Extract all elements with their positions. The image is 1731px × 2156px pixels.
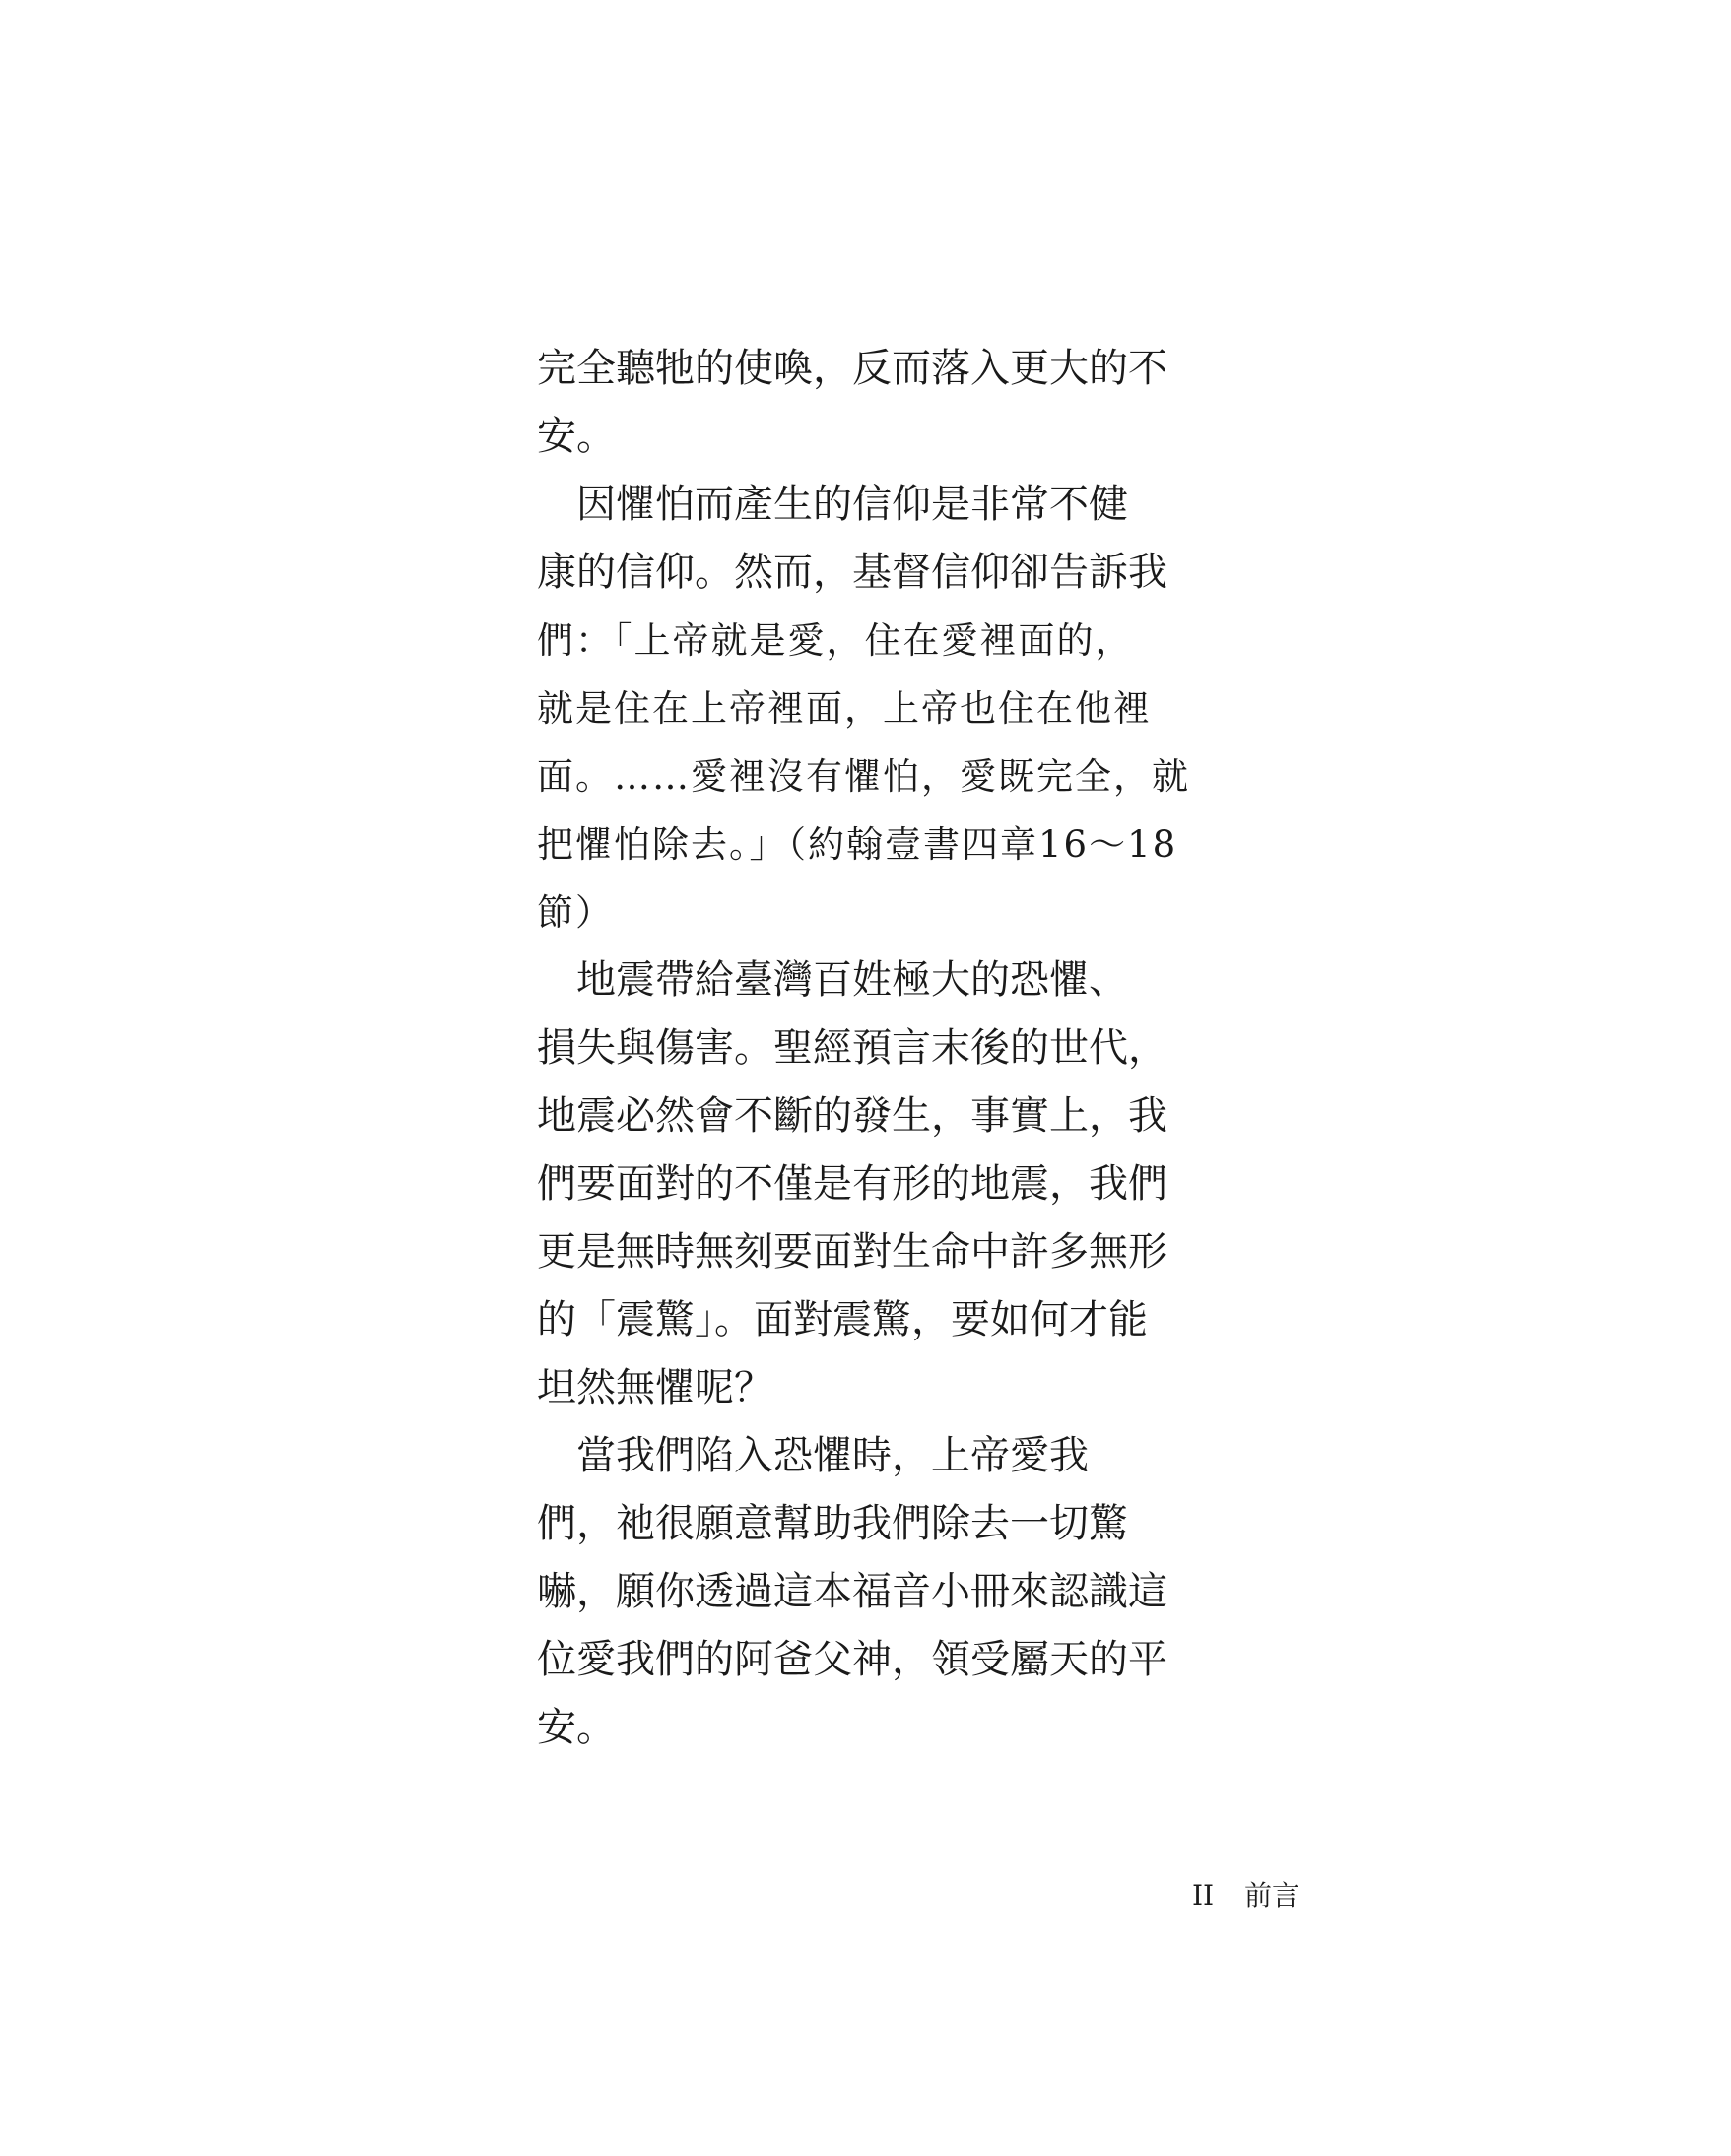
text-line: 康的信仰。然而，基督信仰卻告訴我 <box>537 550 1167 595</box>
text-line: 位愛我們的阿爸父神，領受屬天的平 <box>537 1637 1167 1682</box>
text-line: 們，祂很願意幫助我們除去一切驚 <box>537 1501 1128 1546</box>
text-line: 完全聽牠的使喚，反而落入更大的不 <box>537 346 1167 391</box>
page-number: II <box>1192 1879 1215 1912</box>
text-line: 坦然無懼呢？ <box>537 1365 773 1410</box>
text-line: 們：「上帝就是愛，住在愛裡面的， <box>537 620 1134 662</box>
text-line: 地震帶給臺灣百姓極大的恐懼、 <box>537 957 1128 1003</box>
body-text <box>537 335 1236 1762</box>
text-line: 把懼怕除去。」（約翰壹書四章16～18 <box>537 823 1178 866</box>
text-line: 地震必然會不斷的發生，事實上，我 <box>537 1093 1167 1139</box>
text-line: 安。 <box>537 414 616 459</box>
section-title: 前言 <box>1244 1879 1300 1912</box>
text-line: 就是住在上帝裡面，上帝也住在他裡 <box>537 687 1152 730</box>
text-line: 們要面對的不僅是有形的地震，我們 <box>537 1161 1167 1207</box>
text-line: 損失與傷害。聖經預言末後的世代， <box>537 1025 1167 1071</box>
text-line: 更是無時無刻要面對生命中許多無形 <box>537 1229 1167 1274</box>
text-line: 嚇，願你透過這本福音小冊來認識這 <box>537 1569 1167 1614</box>
text-line: 因懼怕而產生的信仰是非常不健 <box>537 482 1128 527</box>
text-line: 當我們陷入恐懼時，上帝愛我 <box>537 1433 1089 1478</box>
text-line: 安。 <box>537 1705 616 1750</box>
page-footer <box>1192 1878 1299 1914</box>
text-line: 的「震驚」。面對震驚，要如何才能 <box>537 1297 1148 1342</box>
text-line: 節） <box>537 891 614 934</box>
text-line: 面。……愛裡沒有懼怕，愛既完全，就 <box>537 755 1190 798</box>
